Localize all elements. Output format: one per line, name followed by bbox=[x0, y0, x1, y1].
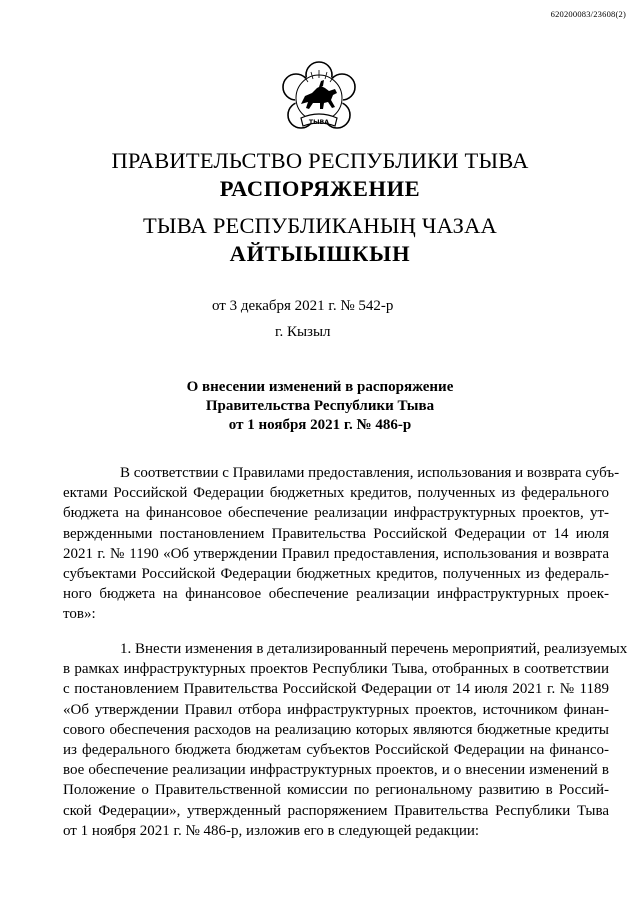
paragraph-line: вержденными постановлением Правительства Российской Федерации от 14 июля bbox=[63, 525, 609, 542]
document-id: 620200083/23608(2) bbox=[550, 9, 626, 19]
tyva-coat-of-arms-icon bbox=[279, 60, 359, 140]
government-name-russian: ПРАВИТЕЛЬСТВО РЕСПУБЛИКИ ТЫВА bbox=[111, 148, 529, 173]
order-title bbox=[0, 378, 640, 435]
paragraph-line: сового обеспечения расходов на реализацию которых являются бюджетные кредиты bbox=[63, 721, 609, 738]
order-date-number: от 3 декабря 2021 г. № 542-р bbox=[212, 298, 394, 314]
order-heading-tuvan: АЙТЫЫШКЫН bbox=[229, 241, 411, 266]
paragraph-line: из федерального бюджета бюджетам субъектов Российской Федерации на финансо- bbox=[63, 741, 609, 758]
order-title-line: Правительства Республики Тыва bbox=[205, 398, 435, 414]
paragraph-line: ектами Российской Федерации бюджетных кредитов, полученных из федерального bbox=[63, 485, 609, 502]
paragraph-line: от 1 ноября 2021 г. № 486-р, изложив его в следующей редакции: bbox=[63, 822, 480, 839]
paragraph-line: ного бюджета на финансовое обеспечение реализации инфраструктурных проек- bbox=[63, 586, 609, 603]
government-name-tuvan: ТЫВА РЕСПУБЛИКАНЫҢ ЧАЗАА bbox=[142, 213, 498, 238]
paragraph-line: субъектами Российской Федерации бюджетных кредитов, полученных из федераль- bbox=[63, 565, 609, 582]
paragraph-line: ской Федерации», утвержденный распоряжением Правительства Республики Тыва bbox=[63, 802, 609, 819]
order-heading-russian: РАСПОРЯЖЕНИЕ bbox=[219, 176, 421, 201]
order-title-line: от 1 ноября 2021 г. № 486-р bbox=[228, 417, 412, 433]
paragraph-line: в рамках инфраструктурных проектов Республики Тыва, отобранных в соответствии bbox=[63, 661, 609, 678]
paragraph-line: тов»: bbox=[63, 606, 96, 623]
paragraph-line: «Об утверждении Правил отбора инфраструктурных проектов, источником финан- bbox=[63, 701, 609, 718]
body-paragraph-1 bbox=[63, 463, 620, 625]
paragraph-line: Положение о Правительственной комиссии по региональному развитию в Россий- bbox=[63, 782, 609, 799]
paragraph-line: 2021 г. № 1190 «Об утверждении Правил предоставления, использования и возврата bbox=[63, 545, 609, 562]
paragraph-line: 1. Внести изменения в детализированный перечень мероприятий, реализуемых bbox=[120, 641, 628, 657]
body-paragraph-2 bbox=[63, 639, 628, 841]
paragraph-line: бюджета на финансовое обеспечение реализации инфраструктурных проектов, ут- bbox=[63, 505, 609, 522]
paragraph-line: вое обеспечение реализации инфраструктурных проектов, и о внесении изменений в bbox=[63, 762, 609, 779]
paragraph-line: В соответствии с Правилами предоставления, использования и возврата субъ- bbox=[120, 465, 620, 481]
order-title-line: О внесении изменений в распоряжение bbox=[186, 379, 454, 395]
emblem-inscription: ТЫВА bbox=[308, 119, 330, 126]
paragraph-line: с постановлением Правительства Российской Федерации от 14 июля 2021 г. № 1189 bbox=[63, 681, 609, 698]
order-city: г. Кызыл bbox=[275, 324, 331, 340]
